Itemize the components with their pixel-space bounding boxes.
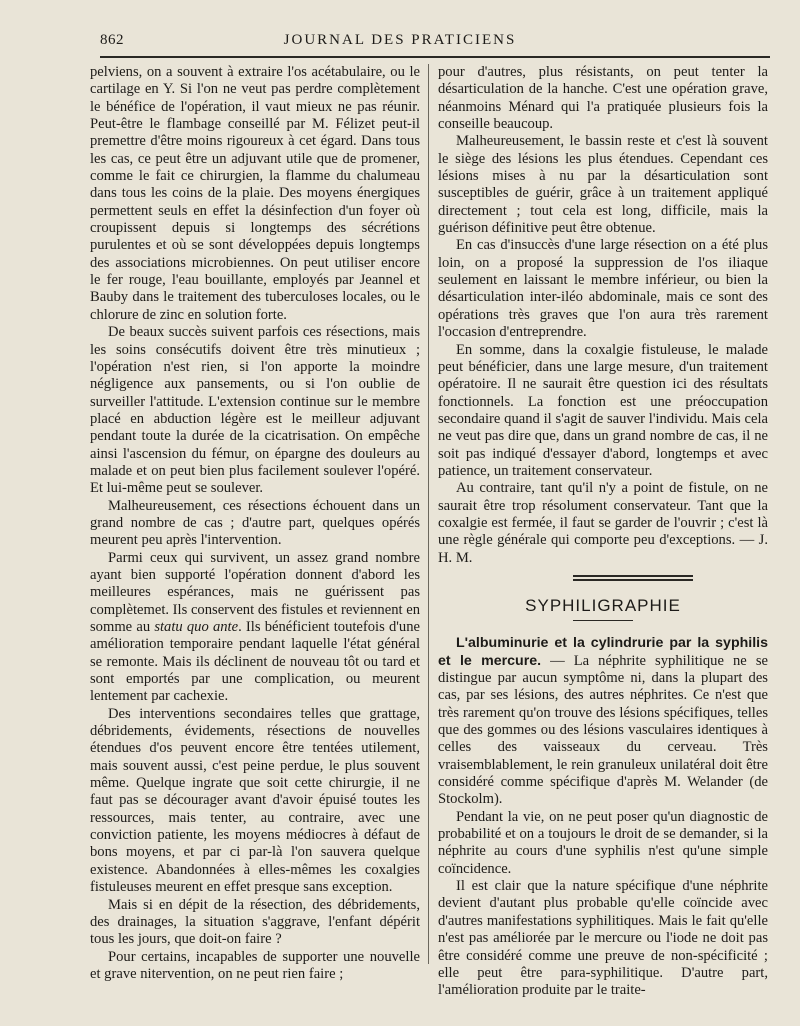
column-divider (428, 64, 429, 964)
article-text: — La néphrite syphilitique ne se distingue par aucun symptôme ni, dans la plupart des cas, par ses lésions, des autres néphrites. Ce n'est que très rarement qu'on trouve des lésions spécifiques, telles que des gommes ou des lésions vasculaires identiques à celles des vaisseaux du cerveau. Très vraisemblablement, le rein granuleux unilatéral doit être considéré comme spécifique d'après M. Welander (de Stockolm). (438, 652, 768, 808)
italic-phrase: statu quo ante (154, 619, 239, 635)
section-heading-rule (573, 620, 633, 621)
paragraph-with-italic (90, 550, 420, 706)
paragraph: En somme, dans la coxalgie fistuleuse, le malade peut bénéficier, dans une large mesure, d'un traitement opératoire. Il ne saurait être question ici des résultats fonctionnels. La fonction est une préoccupation secondaire quand il s'agit de sauver l'individu. Mais cela ne veut pas dire que, dans un grand nombre de cas, il ne soit pas indiqué d'essayer d'abord, longtemps et avec patience, un traitement conservateur. (438, 341, 768, 479)
header-rule (100, 56, 770, 58)
paragraph: pelviens, on a souvent à extraire l'os acétabulaire, ou le cartilage en Y. Si l'on ne veut pas perdre complètement le bénéfice de l'opération, il vaut mieux ne pas réunir. Peut-être le flambage conseillé par M. Félizet peut-il premettre d'être moins rigoureux à cet égard. Dans tous les cas, ce peut être un adjuvant utile que de promener, comme le fait ce chirurgien, la flamme du chalumeau dans tous les coins de la plaie. Des moyens énergiques permettent seuls en effet la désinfection d'un foyer où croupissent depuis si longtemps des sécrétions purulentes et où se sont développées depuis longtemps des associations microbiennes. On peut utiliser encore le fer rouge, l'eau bouillante, employés par Jeannel et Bauby dans le traitement des tuberculoses locales, ou le chlorure de zinc en solution forte. (90, 64, 420, 323)
article-title: L'albuminurie et la cylindrurie par la syphilis et le mercure. (438, 635, 768, 669)
paragraph: Malheureusement, ces résections échouent dans un grand nombre de cas ; d'autre part, quelques opérés meurent peu après l'intervention. (90, 497, 420, 549)
paragraph-text-cont: . Ils bénéficient toutefois d'une amélioration temporaire pendant laquelle l'état général se remonte. Mais ils déclinent de nouveau tôt ou tard et sont emportés par une complication, ou meurent lentement par cachexie. (90, 619, 420, 705)
paragraph-text: Parmi ceux qui survivent, un assez grand nombre ayant bien supporté l'opération donnent d'abord les meilleures espérances, mais ne guérissent pas complètemet. Ils conservent des fistules et reviennent en somme au (90, 549, 420, 635)
right-column (438, 64, 768, 1000)
running-head (0, 28, 800, 54)
paragraph: Malheureusement, le bassin reste et c'est là souvent le siège des lésions les plus étendues. Cependant ces lésions mises à nu par la désarticulation sont susceptibles de guérir, grâce à un traitement appliqué directement ; tout cela est long, difficile, mais la guérison définitive peut être obtenue. (438, 133, 768, 237)
paragraph: pour d'autres, plus résistants, on peut tenter la désarticulation de la hanche. C'est une opération grave, néanmoins Ménard qui l'a pratiquée plusieurs fois la conseille beaucoup. (438, 64, 768, 133)
paragraph: Mais si en dépit de la résection, des débridements, des drainages, la situation s'aggrave, l'enfant dépérit tous les jours, que doit-on faire ? (90, 896, 420, 948)
paragraph-signed: Au contraire, tant qu'il n'y a point de fistule, on ne saurait être trop résolument conservateur. Tant que la coxalgie est fermée, il faut se garder de l'ouvrir ; c'est là une règle générale qui comporte peu d'exceptions. — J. H. M. (438, 480, 768, 566)
article-paragraph (438, 635, 768, 808)
journal-title: JOURNAL DES PRATICIENS (283, 32, 517, 48)
paragraph: En cas d'insuccès d'une large résection on a été plus loin, on a proposé la suppression de l'os iliaque seulement en laissant le membre inférieur, ou bien la désarticulation inter-iléo abdominale, mais ce sont des opérations très graves que l'on aura très rarement l'occasion d'entreprendre. (438, 237, 768, 341)
paragraph: Pendant la vie, on ne peut poser qu'un diagnostic de probabilité et on a toujours le droit de se demander, si la néphrite au cours d'une syphilis n'est qu'une simple coïncidence. (438, 808, 768, 877)
page-number: 862 (100, 32, 124, 48)
paragraph: Il est clair que la nature spécifique d'une néphrite devient d'autant plus probable qu'elle coïncide avec d'autres manifestations syphilitiques. Mais le fait qu'elle n'est pas améliorée par le mercure ou l'iode ne doit pas être considéré comme une preuve de non-spécificité ; elle peut être para-syphilitique. D'autre part, l'amélioration produite par le traite- (438, 878, 768, 999)
section-heading: SYPHILIGRAPHIE (525, 595, 681, 615)
section-separator (573, 575, 693, 581)
paragraph: Des interventions secondaires telles que grattage, débridements, évidements, résections de nouvelles étendues d'os peuvent encore être tentées utilement, mais souvent aussi, c'est peine perdue, le plus souvent même. Quelque ingrate que soit cette chirurgie, il ne faut pas se décourager avant d'avoir épuisé toutes les ressources, mais tenter, au contraire, avec une conviction patiente, les moyens médiocres à défaut de bons moyens, et par ci par-là l'on sauvera quelque existence. Abandonnées à elles-mêmes les coxalgies fistuleuses meurent en effet presque sans exception. (90, 705, 420, 896)
left-column (90, 64, 420, 983)
paragraph: De beaux succès suivent parfois ces résections, mais les soins consécutifs doivent être très minutieux ; l'opération n'est rien, si l'on apporte la moindre négligence aux pansements, ou si l'on oublie de surveiller l'attitude. L'extension continue sur le membre placé en abduction légère est le meilleur adjuvant pendant toute la durée de la cicatrisation. On empêche ainsi l'ascension du fémur, on épargne des douleurs au malade et on peut bien plus facilement soulever l'opéré. Et lui-même peut se soulever. (90, 324, 420, 497)
paragraph: Pour certains, incapables de supporter une nouvelle et grave nitervention, on ne peut rien faire ; (90, 948, 420, 982)
